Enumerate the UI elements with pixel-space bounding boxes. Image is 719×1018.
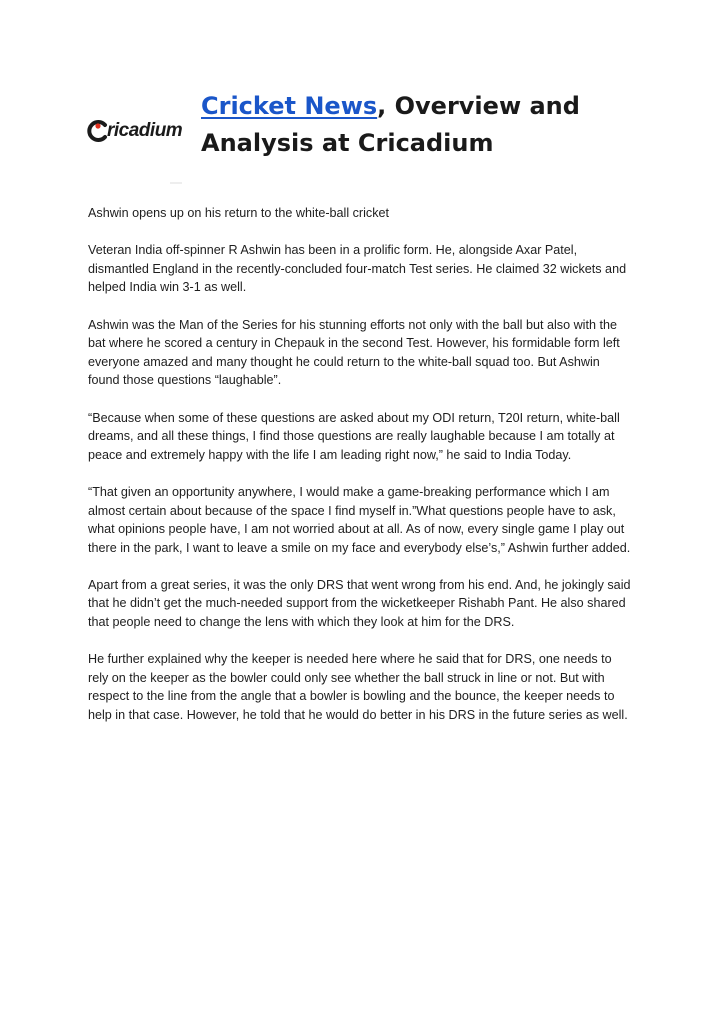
article-paragraph: Veteran India off-spinner R Ashwin has been in a prolific form. He, alongside Axar Patel, dismantled England in the recently-concluded four-match Test series. He claimed 32 wickets and helped India win 3-1 as well. bbox=[88, 243, 627, 295]
cricket-news-link[interactable]: Cricket News bbox=[201, 92, 378, 120]
page-title-rest: , Overview and Analysis at Cricadium bbox=[201, 92, 580, 157]
cricket-ball-icon bbox=[86, 120, 110, 142]
article-paragraph: “Because when some of these questions are asked about my ODI return, T20I return, white-ball dreams, and all these things, I find those questions are really laughable because I am totally at peace and extremely happy with the life I am leading right now,” he said to India Today. bbox=[88, 410, 620, 462]
decorative-mark bbox=[170, 182, 182, 184]
article-paragraph: He further explained why the keeper is needed here where he said that for DRS, one needs to rely on the keeper as the bowler could only see whether the ball struck in line or not. But with respect to the line from the angle that a bowler is bowling and the bounce, the keeper needs to help in that case. However, he told that he would do better in his DRS in the future series as well. bbox=[88, 652, 628, 723]
cricadium-logo[interactable] bbox=[86, 118, 186, 144]
logo-wordmark: ricadium bbox=[107, 120, 183, 141]
article-paragraph: Ashwin was the Man of the Series for his stunning efforts not only with the ball but also with the bat where he scored a century in Chepauk in the second Test. However, his formidable form left everyone amazed and many thought he could return to the white-ball squad too. But Ashwin found those questions “laughable”. bbox=[88, 317, 620, 388]
article-paragraph: Apart from a great series, it was the only DRS that went wrong from his end. And, he jokingly said that he didn’t get the much-needed support from the wicketkeeper Rishabh Pant. He also shared that people need to change the lens with which they look at him for the DRS. bbox=[88, 577, 631, 630]
page-title bbox=[201, 88, 621, 162]
document-header bbox=[86, 88, 646, 178]
article-headline: Ashwin opens up on his return to the white-ball cricket bbox=[88, 206, 390, 220]
article-body bbox=[88, 204, 634, 743]
article-paragraph: “That given an opportunity anywhere, I would make a game-breaking performance which I am almost certain about because of the space I find myself in.”What questions people have to ask, what opinions people have, I am not worried about at all. As of now, every single game I play out there in the park, I want to leave a smile on my face and everybody else’s,” Ashwin further added. bbox=[88, 484, 631, 555]
